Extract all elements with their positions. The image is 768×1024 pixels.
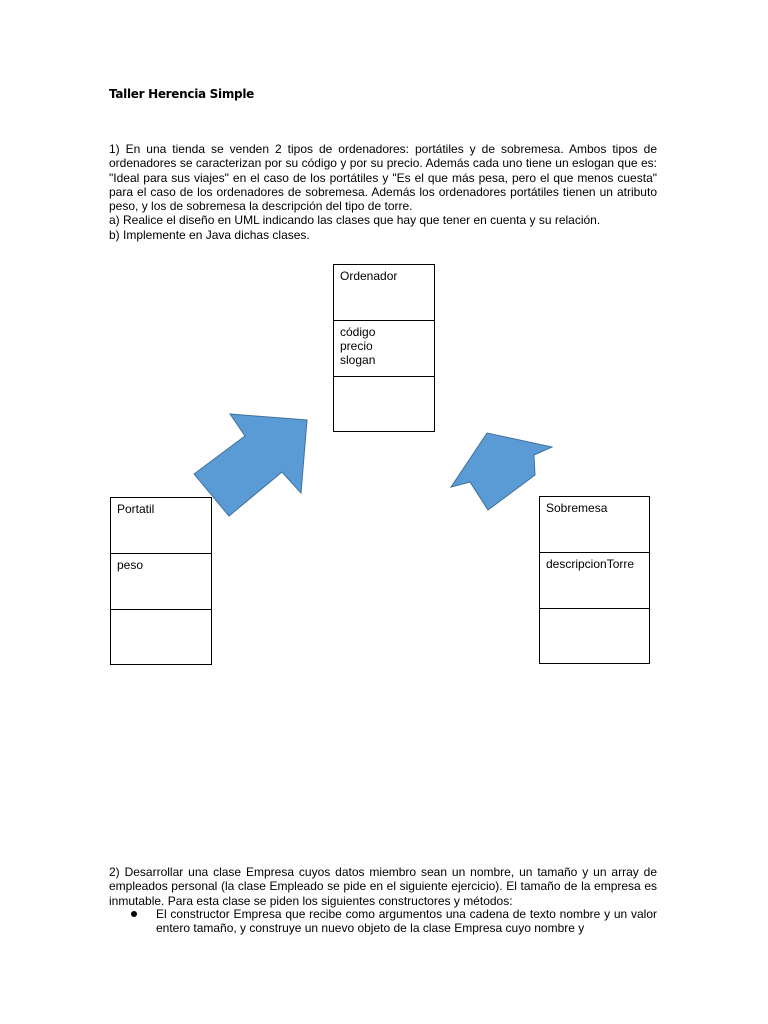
uml-class-name-section bbox=[334, 265, 434, 321]
list-item bbox=[109, 907, 657, 936]
exercise-1-item-b: b) Implemente en Java dichas clases. bbox=[109, 227, 310, 242]
page-title: Taller Herencia Simple bbox=[109, 87, 254, 101]
exercise-1-item-a: a) Realice el diseño en UML indicando las clases que hay que tener en cuenta y su relación. bbox=[109, 213, 601, 228]
inheritance-arrow-right bbox=[451, 433, 552, 510]
uml-attributes-section bbox=[111, 554, 211, 610]
uml-class-portatil bbox=[110, 497, 212, 665]
uml-attribute: peso bbox=[117, 558, 144, 572]
list-item-text: El constructor Empresa que recibe como argumentos una cadena de texto nombre y un valor entero tamaño, y construye un nuevo objeto de la clase Empresa cuyo nombre y bbox=[156, 907, 657, 936]
exercise-2 bbox=[109, 865, 657, 908]
uml-class-name: Sobremesa bbox=[546, 501, 608, 515]
uml-methods-section bbox=[540, 609, 649, 663]
uml-class-ordenador bbox=[333, 264, 435, 432]
uml-attribute: slogan bbox=[340, 353, 376, 367]
uml-class-name-section bbox=[111, 498, 211, 554]
uml-class-name-section bbox=[540, 497, 649, 553]
uml-attribute: descripcionTorre bbox=[546, 557, 635, 571]
uml-class-name: Ordenador bbox=[340, 269, 398, 283]
uml-attribute: precio bbox=[340, 339, 373, 353]
uml-attributes-section bbox=[334, 321, 434, 377]
exercise-1-paragraph: 1) En una tienda se venden 2 tipos de ordenadores: portátiles y de sobremesa. Ambos tipos de ordenadores se caracterizan por su código y por su precio. Además cada uno tiene un eslogan que es: "Ideal para sus viajes" en el caso de los portátiles y "Es el que más pesa, pero el que menos cuesta" para el caso de los ordenadores de sobremesa. Además los ordenadores portátiles tienen un atributo peso, y los de sobremesa la descripción del tipo de torre. bbox=[109, 142, 657, 214]
uml-class-sobremesa bbox=[539, 496, 650, 664]
uml-attribute: código bbox=[340, 325, 376, 339]
exercise-2-bullet-list bbox=[109, 907, 657, 936]
uml-class-name: Portatil bbox=[117, 502, 155, 516]
bullet-icon bbox=[131, 911, 137, 917]
uml-attributes-section bbox=[540, 553, 649, 609]
exercise-2-paragraph: 2) Desarrollar una clase Empresa cuyos datos miembro sean un nombre, un tamaño y un array de empleados personal (la clase Empleado se pide en el siguiente ejercicio). El tamaño de la empresa es inmutable. Para esta clase se piden los siguientes constructores y métodos: bbox=[109, 865, 657, 908]
uml-methods-section bbox=[111, 610, 211, 664]
uml-methods-section bbox=[334, 377, 434, 431]
